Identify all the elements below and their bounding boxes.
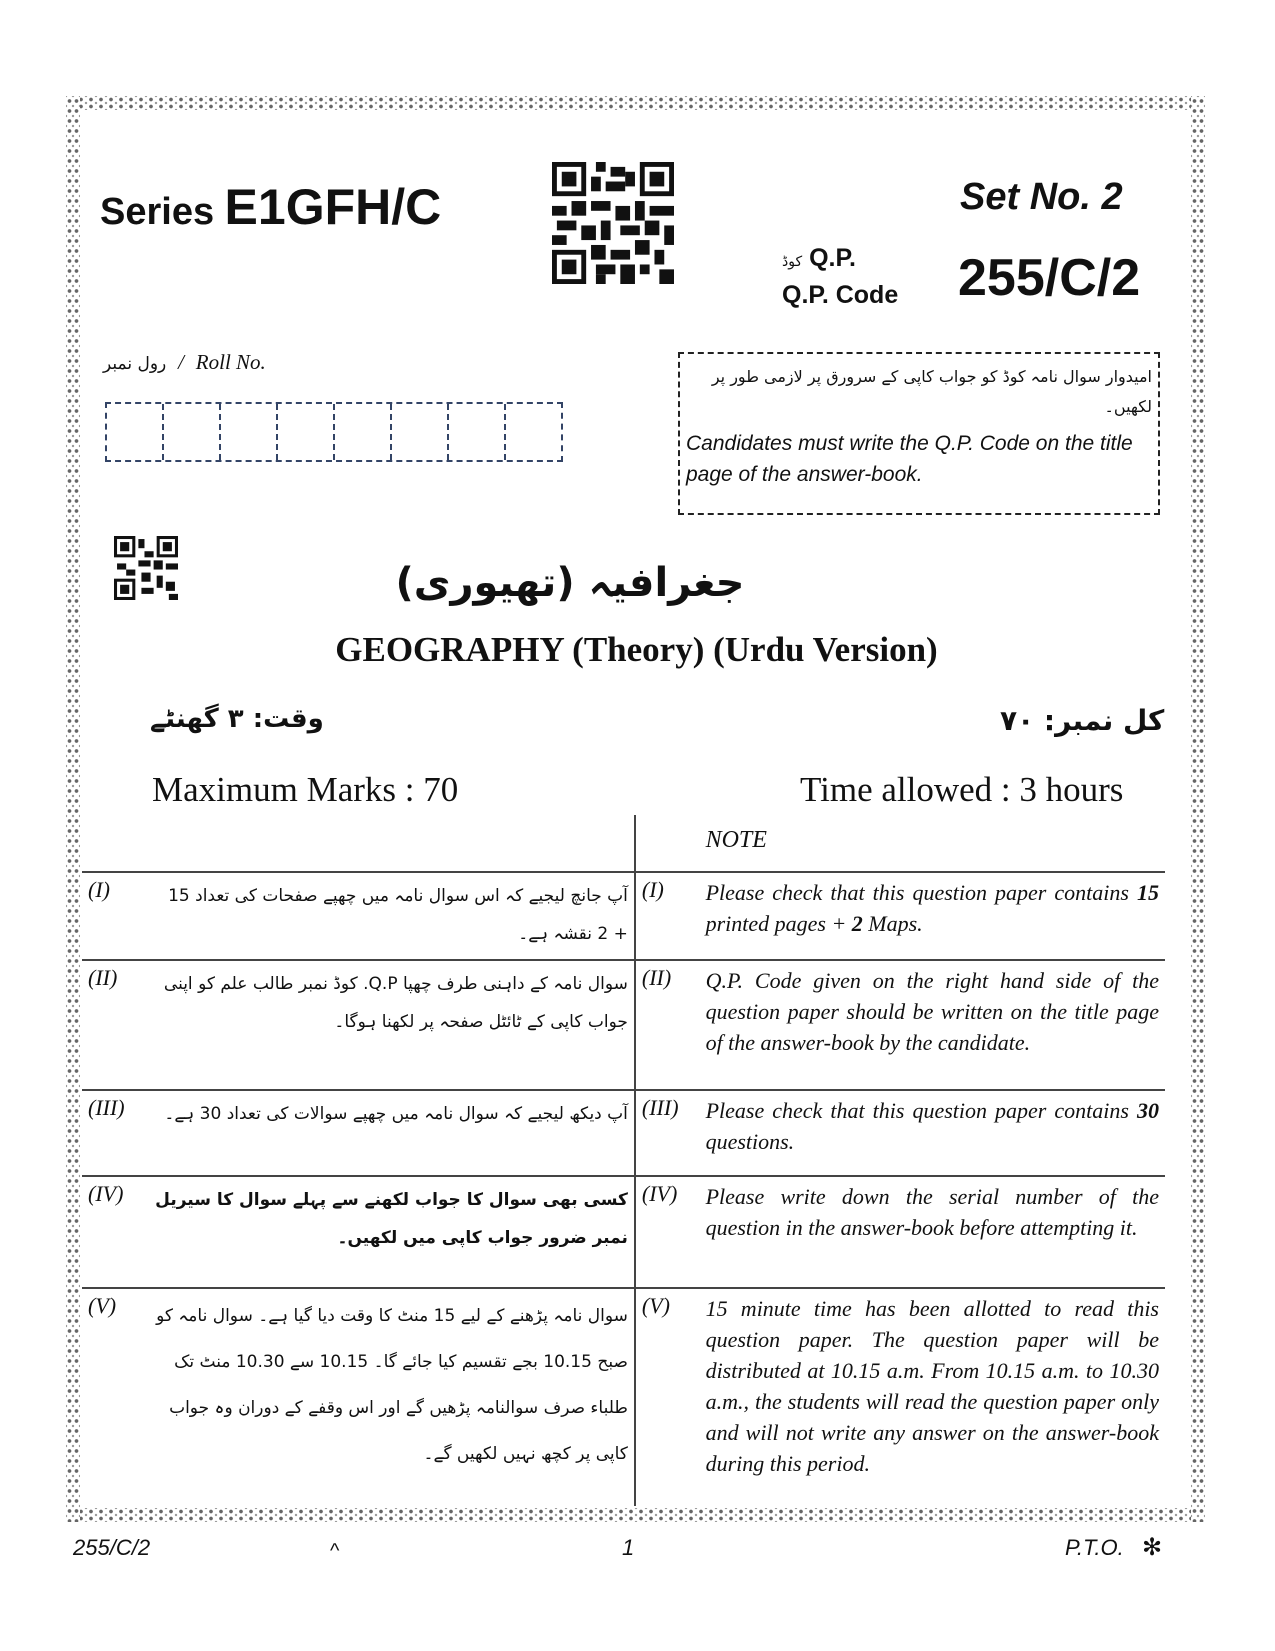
note-row — [82, 1176, 1165, 1288]
note-row — [82, 960, 1165, 1090]
note-number: (II) — [635, 960, 700, 1090]
note-row — [82, 1288, 1165, 1506]
note-row — [82, 1090, 1165, 1176]
page-border-left — [66, 96, 80, 1522]
qp-label: Q.P. — [809, 244, 856, 272]
roll-digit-box[interactable] — [506, 404, 561, 460]
time-urdu: وقت: ۳ گھنٹے — [150, 704, 324, 734]
footer-mark: ^ — [330, 1540, 340, 1562]
page-border-bottom — [66, 1508, 1205, 1522]
note-urdu-text: آپ دیکھ لیجیے کہ سوال نامہ میں چھپے سوالات کی تعداد 30 ہے۔ — [146, 1090, 635, 1176]
note-number-urdu: (III) — [82, 1090, 146, 1176]
qp-code-notice — [678, 352, 1160, 515]
roll-separator: / — [178, 350, 184, 374]
title-urdu: جغرافیہ (تھیوری) — [395, 560, 745, 606]
notice-urdu: امیدوار سوال نامہ کوڈ کو جواب کاپی کے سرورق پر لازمی طور پر لکھیں۔ — [711, 367, 1152, 416]
note-number: (I) — [635, 872, 700, 960]
instructions-table — [82, 815, 1165, 1506]
time-allowed: Time allowed : 3 hours — [800, 770, 1124, 809]
qr-code — [552, 162, 674, 284]
note-english-text: 15 minute time has been allotted to read this question paper. The question paper will be distributed at 10.15 a.m. From 10.15 a.m. to 10.30 a.m., the students will read the question paper only and will not write any answer on the answer-book during this period. — [705, 1296, 1159, 1476]
note-number: (V) — [635, 1288, 700, 1506]
note-number-urdu: (I) — [82, 872, 146, 960]
footer-code: 255/C/2 — [73, 1535, 151, 1560]
page-border-top — [66, 96, 1205, 110]
note-number: (IV) — [635, 1176, 700, 1288]
roll-urdu: رول نمبر — [103, 354, 167, 374]
roll-digit-box[interactable] — [449, 404, 506, 460]
note-number-urdu: (IV) — [82, 1176, 146, 1288]
page-border-right — [1191, 96, 1205, 1522]
roll-english: Roll No. — [195, 350, 266, 374]
note-english-text: Please check that this question paper contains 30 questions. — [700, 1090, 1165, 1176]
marks-urdu: کل نمبر: ۷۰ — [1000, 704, 1165, 737]
roll-number-boxes[interactable] — [105, 402, 563, 462]
series-code: E1GFH/C — [224, 179, 442, 235]
roll-digit-box[interactable] — [221, 404, 278, 460]
roll-digit-box[interactable] — [278, 404, 335, 460]
page-number: 1 — [622, 1535, 635, 1560]
note-row — [82, 872, 1165, 960]
set-number: Set No. 2 — [960, 176, 1123, 218]
note-english-text: Please check that this question paper contains 15 printed pages + 2 Maps. — [700, 872, 1165, 960]
note-number-urdu: (V) — [88, 1293, 117, 1318]
roll-digit-box[interactable] — [335, 404, 392, 460]
small-qr-code — [114, 536, 178, 600]
note-urdu-text: آپ جانچ لیجیے کہ اس سوال نامہ میں چھپے صفحات کی تعداد 15 + 2 نقشہ ہے۔ — [146, 872, 635, 960]
title-english: GEOGRAPHY (Theory) (Urdu Version) — [335, 630, 938, 669]
qp-code-label: Q.P. Code — [782, 281, 899, 309]
series-heading — [100, 178, 441, 236]
star-icon: ✻ — [1142, 1533, 1163, 1561]
qp-code: 255/C/2 — [958, 249, 1141, 307]
qp-label-block — [782, 244, 898, 310]
series-label: Series — [100, 191, 215, 233]
note-english-text: Q.P. Code given on the right hand side of the question paper should be written on the title page of the answer-book by the candidate. — [700, 960, 1165, 1090]
pto-label: P.T.O. — [1065, 1535, 1124, 1560]
roll-digit-box[interactable] — [392, 404, 449, 460]
note-urdu-text: کسی بھی سوال کا جواب لکھنے سے پہلے سوال کا سیریل نمبر ضرور جواب کاپی میں لکھیں۔ — [146, 1176, 635, 1288]
notice-english: Candidates must write the Q.P. Code on the title page of the answer-book. — [686, 432, 1133, 486]
note-heading-row — [82, 815, 1165, 872]
roll-label — [103, 350, 266, 375]
roll-digit-box[interactable] — [164, 404, 221, 460]
note-heading: NOTE — [705, 827, 767, 853]
note-number-urdu: (II) — [82, 960, 146, 1090]
note-english-text: Please write down the serial number of the question in the answer-book before attempting it. — [700, 1176, 1165, 1288]
maximum-marks: Maximum Marks : 70 — [152, 770, 459, 809]
note-number: (III) — [635, 1090, 700, 1176]
qp-urdu: کوڈ — [782, 254, 803, 270]
note-urdu-text: سوال نامہ کے داہنی طرف چھپا Q.P. کوڈ نمبر طالب علم کو اپنی جواب کاپی کے ٹائٹل صفحہ پر لکھنا ہوگا۔ — [146, 960, 635, 1090]
note-urdu-text: سوال نامہ پڑھنے کے لیے 15 منٹ کا وقت دیا گیا ہے۔ سوال نامہ کو صبح 10.15 بجے تقسیم کیا جائے گا۔ 10.15 سے 10.30 منٹ تک طلباء صرف سوالنامہ پڑھیں گے اور اس وقفے کے دوران وہ جواب کاپی پر کچھ نہیں لکھیں گے۔ — [156, 1306, 628, 1464]
roll-digit-box[interactable] — [107, 404, 164, 460]
